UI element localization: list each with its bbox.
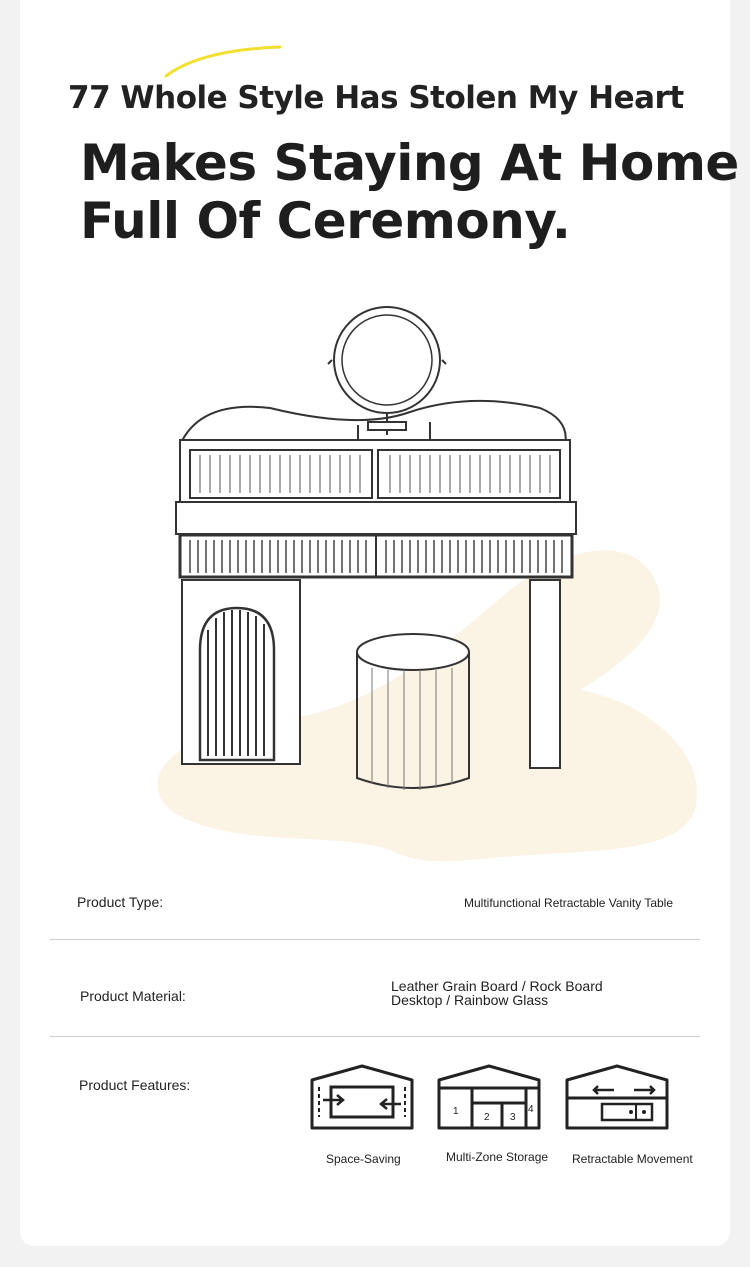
divider-2 — [50, 1036, 700, 1037]
product-material-value — [391, 979, 603, 1007]
product-material-label: Product Material: — [80, 988, 186, 1004]
product-material-value-line-2: Desktop / Rainbow Glass — [391, 992, 549, 1008]
yellow-swoosh-decoration — [160, 40, 290, 80]
feature-label-retractable-movement: Retractable Movement — [572, 1152, 693, 1166]
mirror-graphic — [328, 307, 446, 442]
retractable-movement-icon — [564, 1062, 670, 1132]
zone-number-2: 2 — [484, 1112, 490, 1123]
vanity-table-illustration — [110, 290, 710, 870]
feature-label-multi-zone-storage: Multi-Zone Storage — [446, 1150, 549, 1164]
headline-line-1: Makes Staying At Home — [80, 134, 739, 192]
product-type-value: Multifunctional Retractable Vanity Table — [464, 896, 674, 910]
zone-number-1: 1 — [453, 1106, 459, 1117]
headline-line-2: Full Of Ceremony. — [80, 192, 571, 250]
product-type-label: Product Type: — [77, 894, 164, 910]
space-saving-icon — [309, 1062, 415, 1132]
zone-number-4: 4 — [528, 1104, 534, 1115]
page-headline — [80, 134, 739, 250]
zone-number-3: 3 — [510, 1112, 516, 1123]
feature-label-space-saving: Space-Saving — [326, 1152, 401, 1166]
product-features-label: Product Features: — [79, 1077, 191, 1093]
page-subtitle: 77 Whole Style Has Stolen My Heart — [68, 80, 684, 116]
divider-1 — [50, 939, 700, 940]
multi-zone-storage-icon — [436, 1062, 542, 1132]
product-material-value-line-1: Leather Grain Board / Rock Board — [391, 978, 603, 994]
